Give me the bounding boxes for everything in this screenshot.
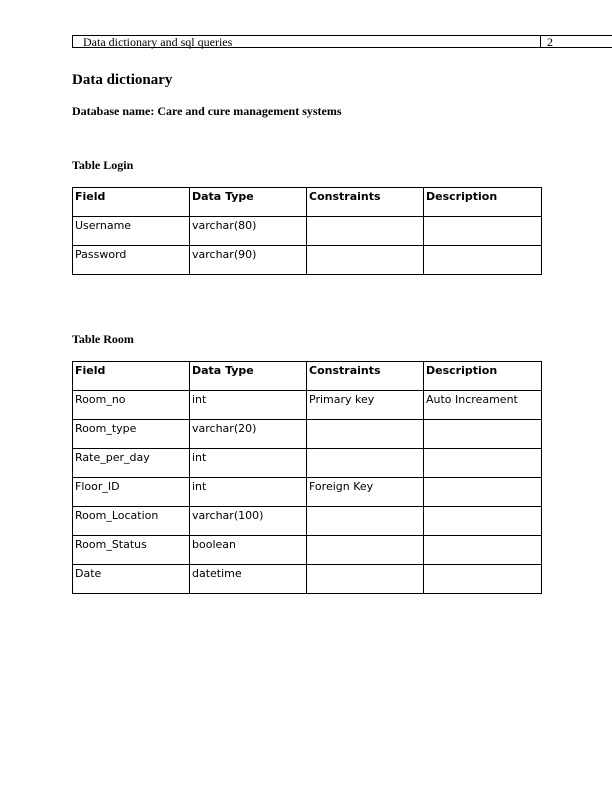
table-cell <box>424 478 542 507</box>
table-cell: Auto Increament <box>424 391 542 420</box>
table-cell <box>307 217 424 246</box>
table-cell: Room_no <box>73 391 190 420</box>
table-cell: boolean <box>190 536 307 565</box>
table-cell: Room_Location <box>73 507 190 536</box>
table-cell: int <box>190 449 307 478</box>
table-cell <box>424 565 542 594</box>
header-title: Data dictionary and sql queries <box>72 35 540 48</box>
section-heading: Data dictionary <box>72 72 173 88</box>
table-cell <box>424 420 542 449</box>
column-header: Field <box>73 362 190 391</box>
table-cell: int <box>190 391 307 420</box>
column-header: Data Type <box>190 188 307 217</box>
table-cell <box>424 536 542 565</box>
column-header: Constraints <box>307 188 424 217</box>
table-cell <box>307 420 424 449</box>
table-cell <box>307 565 424 594</box>
table-row <box>73 246 542 275</box>
table-row <box>73 565 542 594</box>
table-cell <box>424 449 542 478</box>
table-cell <box>424 217 542 246</box>
table-cell <box>307 507 424 536</box>
table-cell: varchar(20) <box>190 420 307 449</box>
table-cell <box>424 507 542 536</box>
table-row <box>73 536 542 565</box>
table-login <box>72 187 542 275</box>
table-cell <box>307 449 424 478</box>
table-row <box>73 391 542 420</box>
table-cell: int <box>190 478 307 507</box>
table-cell: Floor_ID <box>73 478 190 507</box>
table-header-row <box>73 188 542 217</box>
table-cell: Password <box>73 246 190 275</box>
table-cell: varchar(100) <box>190 507 307 536</box>
table-row <box>73 217 542 246</box>
table-cell: Username <box>73 217 190 246</box>
table-cell <box>307 246 424 275</box>
table-cell: varchar(80) <box>190 217 307 246</box>
column-header: Description <box>424 362 542 391</box>
table-row <box>73 507 542 536</box>
database-name: Database name: Care and cure management systems <box>72 104 342 118</box>
table-row <box>73 478 542 507</box>
table-cell: datetime <box>190 565 307 594</box>
table-row <box>73 420 542 449</box>
column-header: Field <box>73 188 190 217</box>
table-cell <box>307 536 424 565</box>
table-cell: varchar(90) <box>190 246 307 275</box>
table-room <box>72 361 542 594</box>
table-room-title: Table Room <box>72 332 134 346</box>
table-cell: Date <box>73 565 190 594</box>
page-header <box>72 35 612 49</box>
column-header: Constraints <box>307 362 424 391</box>
column-header: Description <box>424 188 542 217</box>
table-cell: Rate_per_day <box>73 449 190 478</box>
table-cell: Room_Status <box>73 536 190 565</box>
column-header: Data Type <box>190 362 307 391</box>
table-cell: Foreign Key <box>307 478 424 507</box>
page-number: 2 <box>540 35 612 48</box>
table-cell: Room_type <box>73 420 190 449</box>
table-header-row <box>73 362 542 391</box>
table-cell: Primary key <box>307 391 424 420</box>
table-login-title: Table Login <box>72 158 134 172</box>
table-cell <box>424 246 542 275</box>
table-row <box>73 449 542 478</box>
